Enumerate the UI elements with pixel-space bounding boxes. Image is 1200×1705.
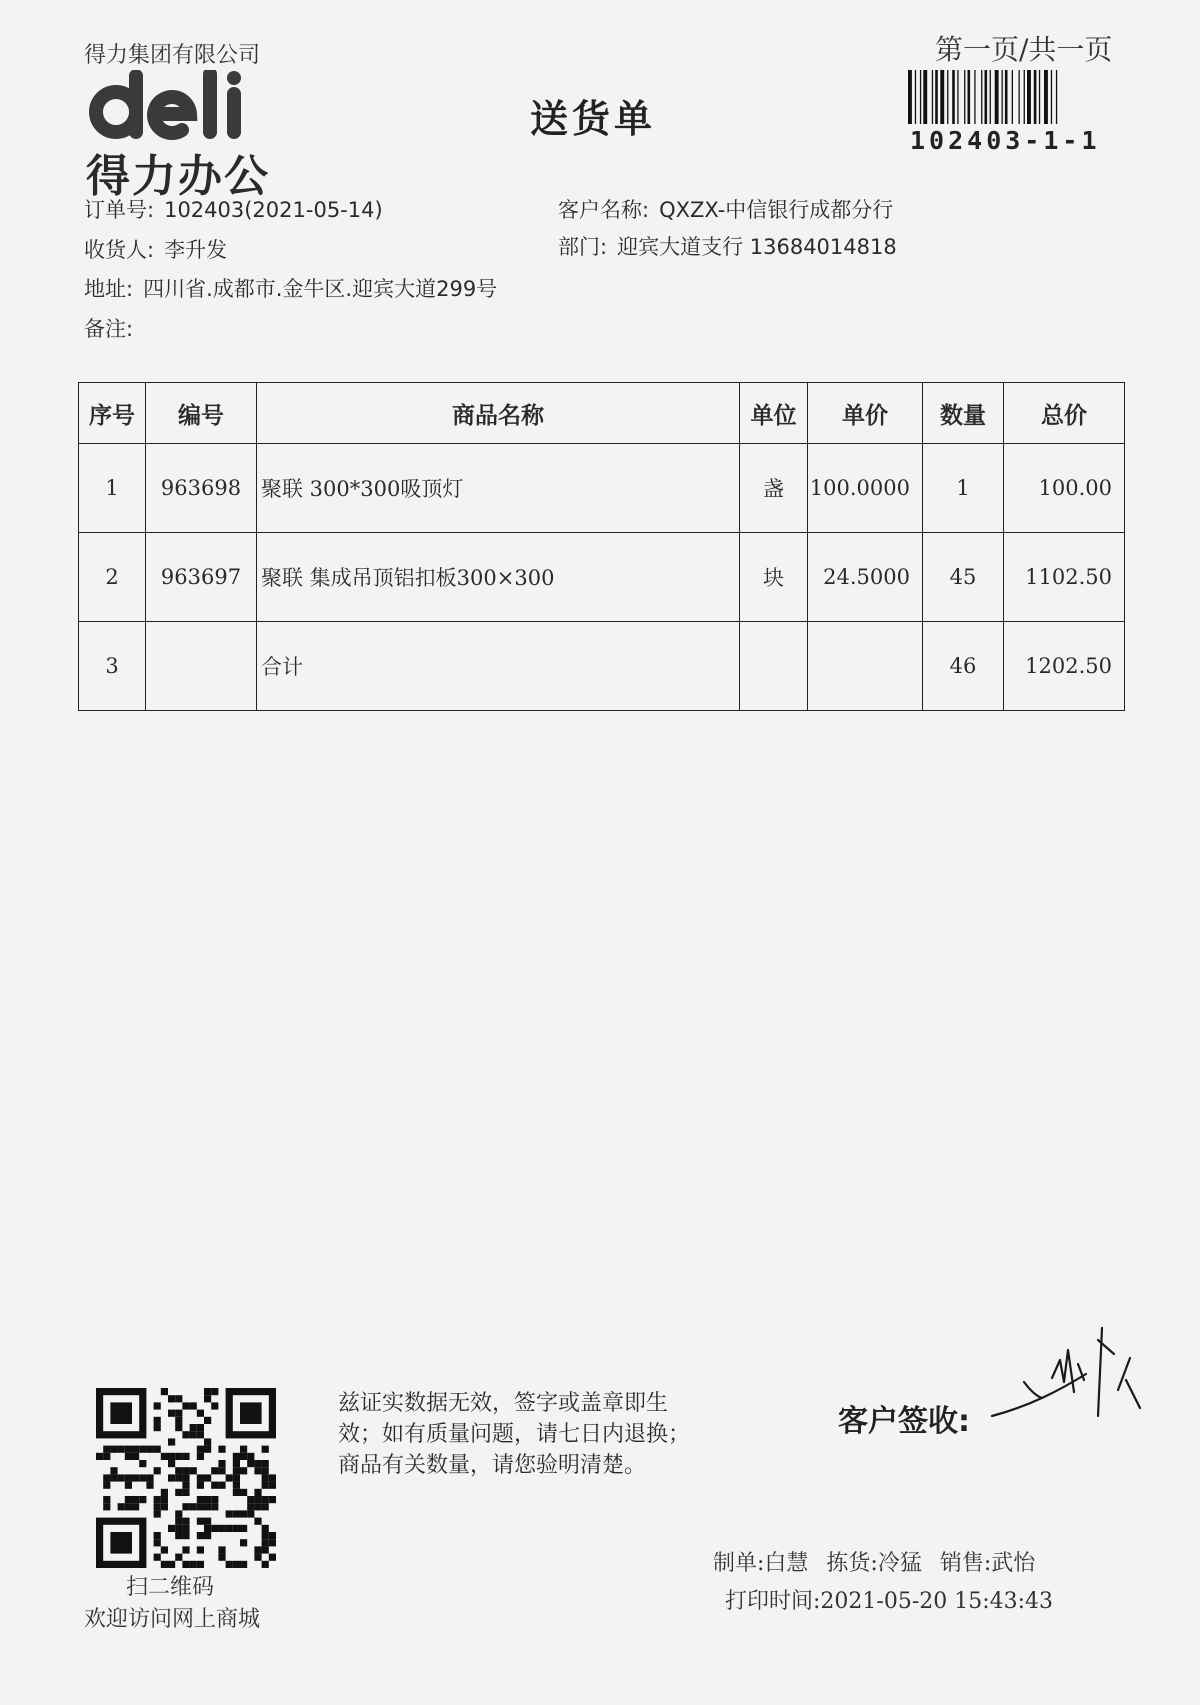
receiver-label: 收货人:: [84, 238, 155, 262]
receiver-value: 李升发: [164, 238, 228, 262]
remark-label: 备注:: [84, 317, 134, 341]
made-by: 制单:白慧: [713, 1551, 809, 1576]
cell-total: 1102.50: [1004, 533, 1125, 622]
header-quantity: 数量: [923, 383, 1004, 444]
table-row: [79, 444, 1125, 533]
cell-unit: 盏: [740, 444, 808, 533]
picked-by: 拣货:冷猛: [826, 1551, 922, 1576]
cell-quantity: 45: [923, 533, 1004, 622]
address: [84, 273, 497, 303]
cell-total: 100.00: [1004, 444, 1125, 533]
cell-unit-price: [808, 622, 923, 711]
notice-line: 效；如有质量问题，请七日内退换；: [338, 1422, 691, 1447]
print-time: 打印时间:2021-05-20 15:43:43: [725, 1589, 1054, 1614]
order-number: [84, 194, 383, 224]
table-row-total: [79, 622, 1125, 711]
staff-info: [713, 1546, 1035, 1577]
notice-line: 商品有关数量，请您验明清楚。: [338, 1453, 647, 1478]
dept-label: 部门:: [558, 235, 608, 259]
cell-code: 963697: [146, 533, 257, 622]
logo-chinese-text: 得力办公: [86, 151, 270, 202]
cell-product-name: 聚联 集成吊顶铝扣板300×300: [257, 533, 740, 622]
cell-quantity: 1: [923, 444, 1004, 533]
qr-caption-visit: 欢迎访问网上商城: [84, 1607, 261, 1632]
header-unit-price: 单价: [808, 383, 923, 444]
cell-seq: 1: [79, 444, 146, 533]
qr-caption-scan: 扫二维码: [126, 1575, 215, 1600]
customer-name: [558, 194, 893, 224]
table-row: [79, 533, 1125, 622]
page-info: 第一页/共一页: [935, 33, 1113, 66]
header-code: 编号: [146, 383, 257, 444]
sales-person: 销售:武怡: [939, 1551, 1036, 1576]
cell-seq: 3: [79, 622, 146, 711]
signature-mark: [990, 1320, 1150, 1430]
cell-seq: 2: [79, 533, 146, 622]
order-label: 订单号:: [84, 198, 155, 222]
company-name: 得力集团有限公司: [84, 43, 261, 68]
header-product-name: 商品名称: [257, 383, 740, 444]
cell-quantity: 46: [923, 622, 1004, 711]
cell-product-name: 合计: [257, 622, 740, 711]
cell-code: 963698: [146, 444, 257, 533]
qr-code-icon: [96, 1388, 276, 1568]
cell-unit-price: 100.0000: [808, 444, 923, 533]
barcode-icon: [908, 70, 1124, 124]
remark: [84, 313, 143, 343]
order-value: 102403(2021-05-14): [164, 198, 383, 222]
notice-line: 兹证实数据无效，签字或盖章即生: [338, 1391, 669, 1416]
notice-text: [338, 1388, 758, 1481]
barcode-number: 102403-1-1: [910, 126, 1101, 155]
department: [558, 231, 897, 261]
customer-label: 客户名称:: [558, 198, 650, 222]
address-label: 地址:: [84, 277, 134, 301]
items-table: [78, 382, 1125, 711]
customer-value: QXZX-中信银行成都分行: [659, 198, 894, 222]
deli-logo: [86, 70, 282, 140]
address-value: 四川省.成都市.金牛区.迎宾大道299号: [143, 277, 498, 301]
document-title: 送货单: [530, 97, 657, 141]
table-header-row: [79, 383, 1125, 444]
cell-unit: [740, 622, 808, 711]
header-total: 总价: [1004, 383, 1125, 444]
receiver: [84, 234, 227, 264]
customer-sign-label: 客户签收:: [838, 1404, 970, 1439]
cell-unit: 块: [740, 533, 808, 622]
cell-total: 1202.50: [1004, 622, 1125, 711]
dept-value: 迎宾大道支行 13684014818: [617, 235, 897, 259]
cell-unit-price: 24.5000: [808, 533, 923, 622]
cell-product-name: 聚联 300*300吸顶灯: [257, 444, 740, 533]
cell-code: [146, 622, 257, 711]
header-unit: 单位: [740, 383, 808, 444]
header-seq: 序号: [79, 383, 146, 444]
